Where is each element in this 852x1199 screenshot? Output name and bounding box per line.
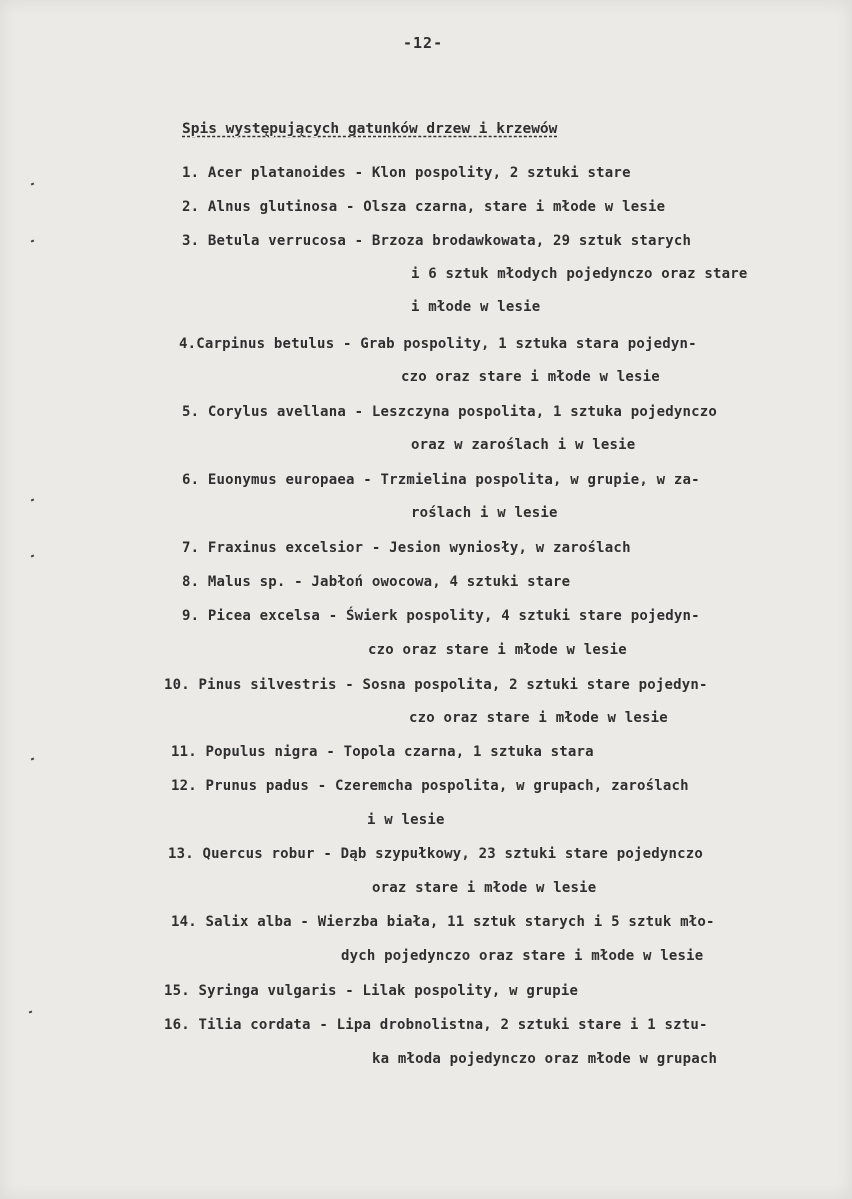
list-line: 4.Carpinus betulus - Grab pospolity, 1 sztuka stara pojedyn- [179, 336, 697, 352]
margin-mark [31, 758, 35, 761]
list-line: ka młoda pojedynczo oraz młode w grupach [372, 1051, 718, 1067]
margin-mark [31, 555, 35, 558]
list-line: 16. Tilia cordata - Lipa drobnolistna, 2 sztuki stare i 1 sztu- [164, 1017, 708, 1033]
list-line: roślach i w lesie [411, 505, 558, 521]
margin-mark [31, 183, 35, 186]
list-line: dych pojedynczo oraz stare i młode w lesie [341, 948, 704, 964]
list-line: 13. Quercus robur - Dąb szypułkowy, 23 sztuki stare pojedynczo [168, 846, 703, 862]
list-line: 5. Corylus avellana - Leszczyna pospolita, 1 sztuka pojedynczo [182, 404, 717, 420]
list-line: 12. Prunus padus - Czeremcha pospolita, w grupach, zaroślach [171, 778, 689, 794]
list-line: 1. Acer platanoides - Klon pospolity, 2 sztuki stare [182, 165, 631, 181]
list-line: 2. Alnus glutinosa - Olsza czarna, stare i młode w lesie [182, 199, 666, 215]
list-line: i w lesie [367, 812, 445, 828]
list-line: 6. Euonymus europaea - Trzmielina pospolita, w grupie, w za- [182, 472, 700, 488]
list-line: oraz w zaroślach i w lesie [411, 437, 636, 453]
page-number: -12- [403, 34, 444, 52]
list-line: oraz stare i młode w lesie [372, 880, 597, 896]
list-line: 14. Salix alba - Wierzba biała, 11 sztuk starych i 5 sztuk mło- [171, 914, 715, 930]
list-line: 7. Fraxinus excelsior - Jesion wyniosły, w zaroślach [182, 540, 631, 556]
list-line: 15. Syringa vulgaris - Lilak pospolity, w grupie [164, 983, 579, 999]
list-line: 10. Pinus silvestris - Sosna pospolita, 2 sztuki stare pojedyn- [164, 677, 708, 693]
list-line: 11. Populus nigra - Topola czarna, 1 sztuka stara [171, 744, 594, 760]
margin-mark [29, 1011, 33, 1014]
list-line: i 6 sztuk młodych pojedynczo oraz stare [411, 266, 748, 282]
list-line: czo oraz stare i młode w lesie [401, 369, 660, 385]
document-title: Spis występujących gatunków drzew i krzewów [182, 121, 558, 137]
list-line: czo oraz stare i młode w lesie [409, 710, 668, 726]
margin-mark [31, 240, 35, 243]
list-line: 3. Betula verrucosa - Brzoza brodawkowata, 29 sztuk starych [182, 233, 692, 249]
list-line: i młode w lesie [411, 299, 541, 315]
list-line: 9. Picea excelsa - Świerk pospolity, 4 sztuki stare pojedyn- [182, 608, 700, 624]
margin-mark [31, 499, 35, 502]
list-line: czo oraz stare i młode w lesie [368, 642, 627, 658]
list-line: 8. Malus sp. - Jabłoń owocowa, 4 sztuki stare [182, 574, 571, 590]
